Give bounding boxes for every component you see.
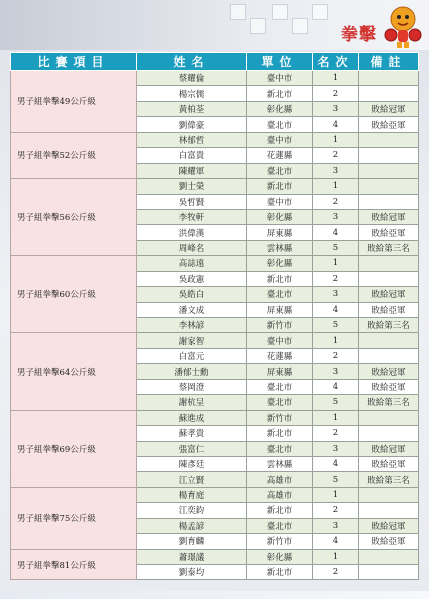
- rank-cell: 2: [313, 565, 359, 580]
- unit-cell: 彰化縣: [247, 209, 313, 224]
- unit-cell: 高雄市: [247, 472, 313, 487]
- header-remark: 備註: [359, 53, 419, 71]
- unit-cell: 花蓮縣: [247, 148, 313, 163]
- header-unit: 單位: [247, 53, 313, 71]
- sport-title: 拳擊: [341, 25, 377, 45]
- table-header-row: [11, 53, 419, 71]
- table-row: [11, 410, 419, 425]
- rank-cell: 5: [313, 395, 359, 410]
- unit-cell: 新竹市: [247, 534, 313, 549]
- name-cell: 劉泰均: [137, 565, 247, 580]
- name-cell: 潘郁士勳: [137, 364, 247, 379]
- remark-cell: [359, 487, 419, 502]
- remark-cell: [359, 333, 419, 348]
- remark-cell: [359, 132, 419, 147]
- name-cell: 蕭璟議: [137, 549, 247, 564]
- rank-cell: 3: [313, 287, 359, 302]
- table-row: [11, 179, 419, 194]
- page-footer: [0, 591, 429, 599]
- name-cell: 陳耀軍: [137, 163, 247, 178]
- rank-cell: 4: [313, 379, 359, 394]
- rank-cell: 2: [313, 426, 359, 441]
- unit-cell: 臺北市: [247, 441, 313, 456]
- remark-cell: 敗給冠軍: [359, 101, 419, 116]
- rank-cell: 4: [313, 534, 359, 549]
- remark-cell: [359, 163, 419, 178]
- header-decoration: [250, 18, 266, 34]
- unit-cell: 臺北市: [247, 163, 313, 178]
- remark-cell: 敗給第三名: [359, 472, 419, 487]
- unit-cell: 新竹市: [247, 318, 313, 333]
- remark-cell: [359, 71, 419, 86]
- event-cell: 男子組拳擊75公斤級: [11, 487, 137, 549]
- remark-cell: [359, 194, 419, 209]
- rank-cell: 3: [313, 209, 359, 224]
- name-cell: 楊孟諺: [137, 518, 247, 533]
- header-decoration: [272, 4, 288, 20]
- rank-cell: 1: [313, 487, 359, 502]
- unit-cell: 臺北市: [247, 395, 313, 410]
- remark-cell: 敗給亞軍: [359, 117, 419, 132]
- results-table: [10, 52, 419, 580]
- remark-cell: 敗給冠軍: [359, 364, 419, 379]
- name-cell: 蔡岡澄: [137, 379, 247, 394]
- unit-cell: 新北市: [247, 426, 313, 441]
- name-cell: 吳哲賢: [137, 194, 247, 209]
- remark-cell: 敗給冠軍: [359, 209, 419, 224]
- remark-cell: 敗給第三名: [359, 395, 419, 410]
- rank-cell: 3: [313, 101, 359, 116]
- header-event: 比賽項目: [11, 53, 137, 71]
- event-cell: 男子組拳擊49公斤級: [11, 71, 137, 133]
- rank-cell: 3: [313, 518, 359, 533]
- remark-cell: [359, 148, 419, 163]
- table-row: [11, 71, 419, 86]
- name-cell: 江立賢: [137, 472, 247, 487]
- event-cell: 男子組拳擊52公斤級: [11, 132, 137, 178]
- remark-cell: [359, 426, 419, 441]
- rank-cell: 1: [313, 333, 359, 348]
- name-cell: 謝杭呈: [137, 395, 247, 410]
- remark-cell: 敗給冠軍: [359, 287, 419, 302]
- rank-cell: 5: [313, 240, 359, 255]
- event-cell: 男子組拳擊60公斤級: [11, 256, 137, 333]
- rank-cell: 1: [313, 410, 359, 425]
- event-cell: 男子組拳擊64公斤級: [11, 333, 137, 410]
- table-row: [11, 132, 419, 147]
- unit-cell: 臺北市: [247, 287, 313, 302]
- rank-cell: 3: [313, 163, 359, 178]
- name-cell: 蘇進成: [137, 410, 247, 425]
- unit-cell: 屏東縣: [247, 302, 313, 317]
- remark-cell: 敗給第三名: [359, 240, 419, 255]
- remark-cell: 敗給冠軍: [359, 518, 419, 533]
- header-decoration: [312, 4, 328, 20]
- unit-cell: 新北市: [247, 86, 313, 101]
- name-cell: 江奕鈞: [137, 503, 247, 518]
- unit-cell: 新北市: [247, 179, 313, 194]
- name-cell: 張富仁: [137, 441, 247, 456]
- name-cell: 李牧軒: [137, 209, 247, 224]
- remark-cell: [359, 565, 419, 580]
- unit-cell: 雲林縣: [247, 456, 313, 471]
- rank-cell: 4: [313, 302, 359, 317]
- rank-cell: 1: [313, 549, 359, 564]
- unit-cell: 新北市: [247, 565, 313, 580]
- remark-cell: 敗給亞軍: [359, 225, 419, 240]
- rank-cell: 2: [313, 348, 359, 363]
- name-cell: 楊宗儒: [137, 86, 247, 101]
- name-cell: 謝家智: [137, 333, 247, 348]
- table-row: [11, 487, 419, 502]
- event-cell: 男子組拳擊56公斤級: [11, 179, 137, 256]
- boxing-mascot-icon: [383, 3, 423, 49]
- unit-cell: 臺中市: [247, 71, 313, 86]
- rank-cell: 1: [313, 132, 359, 147]
- unit-cell: 臺中市: [247, 132, 313, 147]
- unit-cell: 臺北市: [247, 117, 313, 132]
- name-cell: 李林諺: [137, 318, 247, 333]
- name-cell: 洪偉漢: [137, 225, 247, 240]
- unit-cell: 雲林縣: [247, 240, 313, 255]
- remark-cell: [359, 410, 419, 425]
- name-cell: 吳政憲: [137, 271, 247, 286]
- name-cell: 白富元: [137, 348, 247, 363]
- rank-cell: 1: [313, 179, 359, 194]
- remark-cell: [359, 86, 419, 101]
- remark-cell: 敗給冠軍: [359, 441, 419, 456]
- remark-cell: 敗給第三名: [359, 318, 419, 333]
- name-cell: 潘文成: [137, 302, 247, 317]
- remark-cell: 敗給亞軍: [359, 379, 419, 394]
- rank-cell: 5: [313, 472, 359, 487]
- header-decoration: [230, 4, 246, 20]
- rank-cell: 2: [313, 503, 359, 518]
- name-cell: 白富貴: [137, 148, 247, 163]
- remark-cell: 敗給亞軍: [359, 456, 419, 471]
- name-cell: 劉偉豪: [137, 117, 247, 132]
- remark-cell: 敗給亞軍: [359, 302, 419, 317]
- unit-cell: 花蓮縣: [247, 348, 313, 363]
- name-cell: 黃柏荃: [137, 101, 247, 116]
- table-row: [11, 333, 419, 348]
- rank-cell: 1: [313, 71, 359, 86]
- remark-cell: [359, 549, 419, 564]
- rank-cell: 3: [313, 364, 359, 379]
- unit-cell: 臺北市: [247, 518, 313, 533]
- unit-cell: 彰化縣: [247, 101, 313, 116]
- table-row: [11, 549, 419, 564]
- name-cell: 吳皓白: [137, 287, 247, 302]
- rank-cell: 3: [313, 441, 359, 456]
- rank-cell: 2: [313, 194, 359, 209]
- unit-cell: 新竹市: [247, 410, 313, 425]
- table-body: [11, 71, 419, 580]
- name-cell: 林郁哲: [137, 132, 247, 147]
- name-cell: 蔡耀倫: [137, 71, 247, 86]
- unit-cell: 屏東縣: [247, 225, 313, 240]
- unit-cell: 彰化縣: [247, 256, 313, 271]
- name-cell: 楊育庭: [137, 487, 247, 502]
- unit-cell: 新北市: [247, 503, 313, 518]
- event-cell: 男子組拳擊81公斤級: [11, 549, 137, 580]
- rank-cell: 2: [313, 86, 359, 101]
- unit-cell: 臺中市: [247, 333, 313, 348]
- rank-cell: 5: [313, 318, 359, 333]
- rank-cell: 2: [313, 148, 359, 163]
- remark-cell: [359, 179, 419, 194]
- name-cell: 周峰名: [137, 240, 247, 255]
- unit-cell: 新北市: [247, 271, 313, 286]
- remark-cell: [359, 348, 419, 363]
- name-cell: 劉士榮: [137, 179, 247, 194]
- header-decoration: [292, 18, 308, 34]
- event-cell: 男子組拳擊69公斤級: [11, 410, 137, 487]
- unit-cell: 臺中市: [247, 194, 313, 209]
- rank-cell: 2: [313, 271, 359, 286]
- unit-cell: 屏東縣: [247, 364, 313, 379]
- name-cell: 蘇孝貴: [137, 426, 247, 441]
- remark-cell: [359, 503, 419, 518]
- remark-cell: 敗給亞軍: [359, 534, 419, 549]
- rank-cell: 4: [313, 456, 359, 471]
- header-name: 姓名: [137, 53, 247, 71]
- results-table-container: [10, 52, 418, 580]
- unit-cell: 高雄市: [247, 487, 313, 502]
- remark-cell: [359, 271, 419, 286]
- name-cell: 陳彥廷: [137, 456, 247, 471]
- name-cell: 劉育麟: [137, 534, 247, 549]
- header-rank: 名次: [313, 53, 359, 71]
- page-header: [0, 0, 429, 50]
- rank-cell: 1: [313, 256, 359, 271]
- rank-cell: 4: [313, 117, 359, 132]
- unit-cell: 臺北市: [247, 379, 313, 394]
- table-row: [11, 256, 419, 271]
- rank-cell: 4: [313, 225, 359, 240]
- remark-cell: [359, 256, 419, 271]
- unit-cell: 彰化縣: [247, 549, 313, 564]
- name-cell: 高誌遠: [137, 256, 247, 271]
